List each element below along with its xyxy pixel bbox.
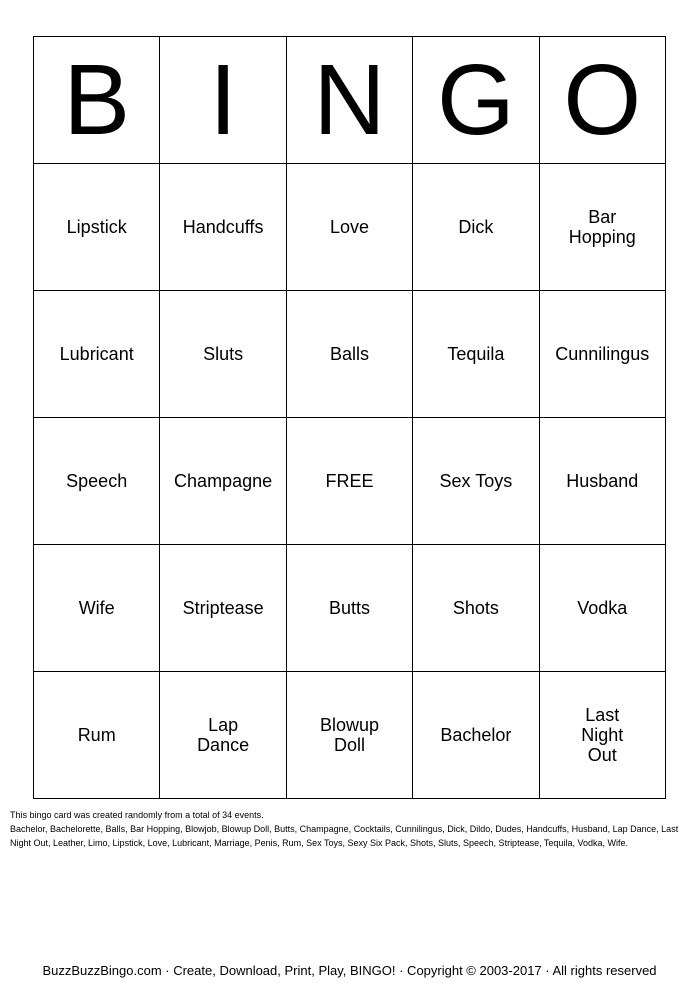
bingo-cell: Cunnilingus (539, 291, 665, 418)
note-summary: This bingo card was created randomly from a total of 34 events. (10, 810, 264, 820)
bingo-cell: Rum (34, 672, 160, 799)
bingo-row (34, 672, 666, 799)
header-letter-n: N (286, 37, 412, 164)
bingo-cell: Speech (34, 418, 160, 545)
header-letter-o: O (539, 37, 665, 164)
bingo-cell: Handcuffs (160, 164, 286, 291)
bingo-cell: Last Night Out (539, 672, 665, 799)
bingo-cell: Love (286, 164, 412, 291)
bingo-cell: Vodka (539, 545, 665, 672)
bingo-card (33, 36, 666, 799)
free-space-cell: FREE (286, 418, 412, 545)
bingo-row (34, 418, 666, 545)
bingo-cell: Lap Dance (160, 672, 286, 799)
card-generation-note (10, 808, 690, 850)
bingo-cell: Bachelor (413, 672, 539, 799)
bingo-row (34, 545, 666, 672)
bingo-cell: Lipstick (34, 164, 160, 291)
header-letter-b: B (34, 37, 160, 164)
bingo-cell: Champagne (160, 418, 286, 545)
bingo-header-row (34, 37, 666, 164)
page-footer: BuzzBuzzBingo.com · Create, Download, Print, Play, BINGO! · Copyright © 2003-2017 · All rights reserved (42, 963, 657, 978)
header-letter-i: I (160, 37, 286, 164)
bingo-cell: Husband (539, 418, 665, 545)
bingo-cell: Shots (413, 545, 539, 672)
bingo-cell: Wife (34, 545, 160, 672)
bingo-cell: Butts (286, 545, 412, 672)
bingo-cell: Sluts (160, 291, 286, 418)
bingo-row (34, 291, 666, 418)
bingo-cell: Dick (413, 164, 539, 291)
header-letter-g: G (413, 37, 539, 164)
bingo-cell: Bar Hopping (539, 164, 665, 291)
bingo-row (34, 164, 666, 291)
bingo-cell: Tequila (413, 291, 539, 418)
bingo-cell: Balls (286, 291, 412, 418)
bingo-cell: Sex Toys (413, 418, 539, 545)
bingo-cell: Blowup Doll (286, 672, 412, 799)
event-list: Bachelor, Bachelorette, Balls, Bar Hopping, Blowjob, Blowup Doll, Butts, Champagne, Cocktails, Cunnilingus, Dick, Dildo, Dudes, Handcuffs, Husband, Lap Dance, Last Night Out, Leather, Limo, Lipstick, Love, Lubricant, Marriage, Penis, Rum, Sex Toys, Sexy Six Pack, Shots, Sluts, Speech, Striptease, Tequila, Vodka, Wife. (10, 824, 679, 848)
bingo-cell: Striptease (160, 545, 286, 672)
bingo-cell: Lubricant (34, 291, 160, 418)
